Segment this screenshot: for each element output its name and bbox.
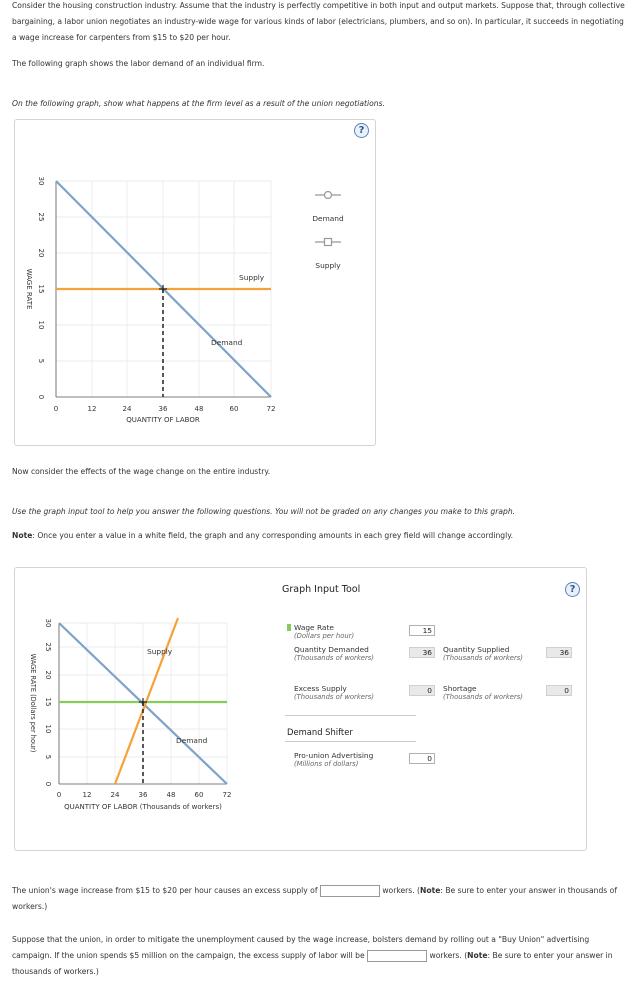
legend-supply-label: Supply [315, 261, 341, 270]
tool-instruction: Use the graph input tool to help you answer the following questions. You will not be graded on any changes you make to this graph. [12, 507, 516, 516]
x-tick: 12 [87, 405, 97, 413]
wage-rate-input[interactable]: 15 [409, 625, 435, 636]
question-1-note: : Be sure to enter your answer in thousands of workers.) [12, 886, 617, 911]
graph-note: The following graph shows the labor demand of an individual firm. [12, 59, 265, 68]
wage-rate-unit: (Dollars per hour) [294, 632, 355, 640]
question-2-text: Suppose that the union, in order to mitigate the unemployment caused by the wage increase, bolsters demand by rolling out a "Buy Union" advertising campaign. If the union spends $5 million on the campaign, the excess supply of labor will be [12, 935, 590, 960]
demand-curve-label: Demand [176, 736, 208, 745]
x-tick: 12 [82, 791, 92, 799]
demand-curve-label: Demand [211, 338, 243, 347]
industry-graph-panel [14, 567, 587, 851]
y-tick: 15 [37, 284, 45, 294]
divider [285, 741, 416, 742]
excess-supply-field: 0 [409, 685, 435, 696]
advertising-input[interactable]: 0 [409, 753, 435, 764]
y-axis-label: WAGE RATE (Dollars per hour) [29, 653, 37, 753]
note-body: : Once you enter a value in a white field, the graph and any corresponding amounts in each grey field will change accordingly. [32, 531, 514, 540]
y-tick: 20 [37, 248, 45, 258]
question-1-note-label: Note [420, 886, 441, 895]
y-tick: 20 [44, 670, 52, 680]
firm-graph [15, 120, 377, 447]
y-tick: 25 [37, 212, 45, 222]
x-tick: 72 [266, 405, 276, 413]
y-tick: 5 [44, 754, 52, 760]
y-tick: 10 [44, 724, 52, 734]
advertising-unit: (Millions of dollars) [294, 760, 359, 768]
shortage-field: 0 [546, 685, 572, 696]
legend-supply[interactable] [315, 239, 341, 246]
help-icon[interactable]: ? [354, 123, 369, 138]
supply-curve-label: Supply [147, 647, 173, 656]
excess-supply-label [294, 685, 374, 701]
y-tick: 30 [44, 618, 52, 628]
quantity-supplied-text: Quantity Supplied [443, 645, 510, 654]
note-label: Note [12, 531, 33, 540]
supply-curve-label: Supply [239, 273, 265, 282]
question-1-after: workers. ( [382, 886, 420, 895]
excess-supply-after-ad-input[interactable] [367, 950, 427, 962]
x-tick: 24 [110, 791, 120, 799]
wage-rate-text: Wage Rate [294, 623, 334, 632]
quantity-demanded-text: Quantity Demanded [294, 645, 369, 654]
question-2-note-label: Note [467, 951, 488, 960]
wage-rate-label [294, 624, 354, 640]
note-text [12, 528, 627, 544]
y-tick: 25 [44, 642, 52, 652]
quantity-demanded-label [294, 646, 374, 662]
square-icon [325, 239, 332, 246]
legend-demand-label: Demand [312, 214, 344, 223]
help-icon[interactable]: ? [565, 582, 580, 597]
intro-paragraph: Consider the housing construction industry. Assume that the industry is perfectly competitive in both input and output markets. Suppose that, through collective bargaining, a labor union negotiates an industry-wide wage for various kinds of labor (electricians, plumbers, and so on). In particular, it succeeds in negotiating a wage increase for carpenters from $15 to $20 per hour. [12, 1, 625, 42]
divider [285, 715, 416, 716]
quantity-supplied-unit: (Thousands of workers) [443, 654, 523, 662]
y-tick: 0 [44, 781, 52, 787]
demand-shifter-title: Demand Shifter [287, 727, 353, 737]
firm-graph-panel [14, 119, 376, 446]
x-tick: 48 [166, 791, 176, 799]
quantity-supplied-field: 36 [546, 647, 572, 658]
excess-supply-answer-input[interactable] [320, 885, 380, 897]
shortage-unit: (Thousands of workers) [443, 693, 523, 701]
x-tick: 36 [138, 791, 148, 799]
advertising-text: Pro-union Advertising [294, 751, 374, 760]
x-axis-label: QUANTITY OF LABOR [126, 416, 200, 424]
tool-title: Graph Input Tool [282, 584, 361, 595]
x-tick: 0 [56, 791, 62, 799]
y-axis-label: WAGE RATE [25, 268, 33, 310]
industry-note: Now consider the effects of the wage change on the entire industry. [12, 467, 271, 476]
graph-instruction: On the following graph, show what happens at the firm level as a result of the union negotiations. [12, 99, 385, 108]
y-tick: 30 [37, 176, 45, 186]
advertising-label [294, 752, 374, 768]
x-tick: 60 [229, 405, 239, 413]
y-tick: 15 [44, 697, 52, 707]
x-tick: 0 [53, 405, 59, 413]
excess-supply-text: Excess Supply [294, 684, 347, 693]
x-tick: 60 [194, 791, 204, 799]
x-tick: 24 [122, 405, 132, 413]
question-1 [12, 883, 627, 915]
question-2-after: workers. ( [429, 951, 468, 960]
quantity-demanded-unit: (Thousands of workers) [294, 654, 374, 662]
x-tick: 48 [194, 405, 204, 413]
y-tick: 5 [37, 358, 45, 364]
question-1-text: The union's wage increase from $15 to $20 per hour causes an excess supply of [12, 886, 318, 895]
excess-supply-unit: (Thousands of workers) [294, 693, 374, 701]
wage-swatch [287, 624, 291, 631]
industry-graph [15, 568, 275, 848]
y-tick: 10 [37, 320, 45, 330]
quantity-demanded-field: 36 [409, 647, 435, 658]
quantity-supplied-label [443, 646, 523, 662]
question-2 [12, 932, 627, 980]
y-tick: 0 [37, 394, 45, 400]
shortage-label [443, 685, 523, 701]
question-2-note: : Be sure to enter your answer in thousands of workers.) [12, 951, 613, 976]
x-tick: 36 [158, 405, 168, 413]
legend-demand[interactable] [315, 192, 341, 199]
x-axis-label: QUANTITY OF LABOR (Thousands of workers) [64, 803, 222, 811]
x-tick: 72 [222, 791, 232, 799]
shortage-text: Shortage [443, 684, 477, 693]
circle-icon [325, 192, 332, 199]
